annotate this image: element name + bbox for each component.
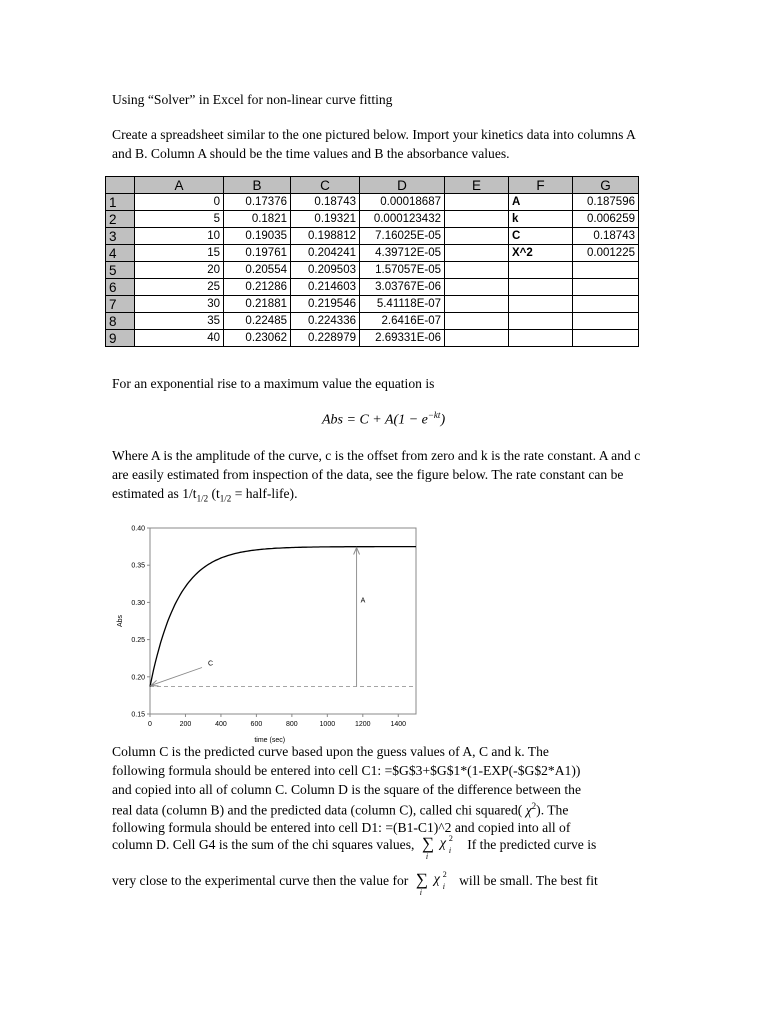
- cell-f: [509, 330, 573, 347]
- row-header: 4: [106, 245, 135, 262]
- kinetics-chart: [112, 518, 424, 748]
- sum-index-2: i: [419, 888, 422, 897]
- cell-e: [445, 245, 509, 262]
- row-header: 7: [106, 296, 135, 313]
- row-header: 1: [106, 194, 135, 211]
- cell-f: A: [509, 194, 573, 211]
- sum-chi-sup-2: 2: [442, 870, 447, 879]
- body-line-4: [112, 801, 568, 819]
- sheet-row: [106, 279, 639, 296]
- heading: Using “Solver” in Excel for non-linear curve fitting: [112, 92, 393, 107]
- y-tick-label: 0.30: [131, 599, 145, 607]
- cell-f: [509, 296, 573, 313]
- chi-symbol: χ: [525, 802, 532, 818]
- sheet-row: [106, 194, 639, 211]
- cell-c: 0.198812: [291, 228, 360, 245]
- offset-arrow: [151, 668, 202, 686]
- y-tick-label: 0.15: [131, 711, 145, 719]
- cell-b: 0.20554: [224, 262, 291, 279]
- amplitude-label: A: [360, 597, 366, 605]
- sheet-row: [106, 245, 639, 262]
- chi-sum-expression-2: [412, 870, 456, 897]
- cell-c: 0.228979: [291, 330, 360, 347]
- col-header-a: A: [135, 177, 224, 194]
- sum-chi-1: χ: [439, 836, 446, 851]
- equation-exponent: −kt: [427, 410, 441, 420]
- cell-g: [573, 330, 639, 347]
- sum-chi-sup-1: 2: [448, 834, 453, 843]
- col-header-g: G: [573, 177, 639, 194]
- x-tick-label: 800: [286, 721, 298, 728]
- cell-g: 0.18743: [573, 228, 639, 245]
- cell-g: [573, 296, 639, 313]
- cell-b: 0.19035: [224, 228, 291, 245]
- body-line-6: [112, 834, 597, 861]
- body-line-7: [112, 870, 598, 897]
- cell-a: 5: [135, 211, 224, 228]
- body-line-4-end: ). The: [536, 802, 569, 818]
- y-tick-label: 0.35: [131, 562, 145, 570]
- cell-g: [573, 313, 639, 330]
- cell-g: 0.001225: [573, 245, 639, 262]
- cell-b: 0.21286: [224, 279, 291, 296]
- y-tick-label: 0.20: [131, 674, 145, 682]
- cell-c: 0.19321: [291, 211, 360, 228]
- body-line-5: following formula should be entered into cell D1: =(B1-C1)^2 and copied into all of: [112, 820, 571, 835]
- cell-b: 0.1821: [224, 211, 291, 228]
- sum-index-1: i: [425, 852, 429, 861]
- sum-chi-sub-2: i: [442, 882, 445, 891]
- col-header-b: B: [224, 177, 291, 194]
- row-header: 3: [106, 228, 135, 245]
- cell-e: [445, 279, 509, 296]
- x-tick-label: 400: [215, 721, 227, 728]
- cell-d: 0.000123432: [360, 211, 445, 228]
- cell-g: 0.006259: [573, 211, 639, 228]
- cell-a: 15: [135, 245, 224, 262]
- description-paragraph: [112, 446, 657, 509]
- x-tick-label: 0: [148, 721, 152, 728]
- sum-chi-2: χ: [433, 872, 440, 887]
- row-header: 9: [106, 330, 135, 347]
- cell-c: 0.224336: [291, 313, 360, 330]
- cell-d: 2.69331E-06: [360, 330, 445, 347]
- cell-b: 0.21881: [224, 296, 291, 313]
- x-tick-label: 1200: [355, 721, 371, 728]
- cell-e: [445, 194, 509, 211]
- desc-sub-1: 1/2: [196, 493, 209, 504]
- desc-text-3: = half-life).: [231, 486, 298, 501]
- x-tick-label: 200: [179, 721, 192, 728]
- equation-lhs: Abs = C + A(1 − e: [322, 412, 428, 428]
- body-line-6-end: If the predicted curve is: [463, 837, 597, 853]
- body-line-7-end: will be small. The best fit: [455, 873, 598, 889]
- sheet-row: [106, 211, 639, 228]
- cell-f: X^2: [509, 245, 573, 262]
- cell-d: 3.03767E-06: [360, 279, 445, 296]
- sheet-row: [106, 228, 639, 245]
- sum-symbol-1: ∑: [421, 834, 434, 853]
- cell-c: 0.209503: [291, 262, 360, 279]
- cell-f: k: [509, 211, 573, 228]
- cell-b: 0.19761: [224, 245, 291, 262]
- equation-rhs: ): [440, 412, 446, 428]
- cell-d: 7.16025E-05: [360, 228, 445, 245]
- intro-paragraph: Create a spreadsheet similar to the one pictured below. Import your kinetics data into columns A and B. Column A should be the time values and B the absorbance values.: [112, 127, 636, 161]
- desc-text-1: Where A is the amplitude of the curve, c is the offset from zero and k is the rate constant. A and c are easily estimated from inspection of the data, see the figure below. The rate constant can be estimated as 1/t: [112, 448, 641, 501]
- cell-e: [445, 262, 509, 279]
- cell-c: 0.219546: [291, 296, 360, 313]
- col-header-f: F: [509, 177, 573, 194]
- x-tick-label: 1400: [390, 721, 407, 728]
- cell-a: 25: [135, 279, 224, 296]
- cell-g: [573, 279, 639, 296]
- cell-f: [509, 313, 573, 330]
- cell-a: 30: [135, 296, 224, 313]
- spreadsheet: [105, 176, 639, 347]
- equation: [322, 410, 445, 429]
- cell-b: 0.22485: [224, 313, 291, 330]
- chi-superscript: 2: [531, 801, 537, 811]
- cell-b: 0.23062: [224, 330, 291, 347]
- cell-a: 35: [135, 313, 224, 330]
- cell-e: [445, 313, 509, 330]
- cell-c: 0.204241: [291, 245, 360, 262]
- body-line-2: following formula should be entered into cell C1: =$G$3+$G$1*(1-EXP(-$G$2*A1)): [112, 763, 581, 778]
- cell-a: 10: [135, 228, 224, 245]
- row-header: 5: [106, 262, 135, 279]
- col-header-e: E: [445, 177, 509, 194]
- cell-d: 1.57057E-05: [360, 262, 445, 279]
- body-line-7-text: very close to the experimental curve then the value for: [112, 873, 409, 889]
- sheet-row: [106, 313, 639, 330]
- cell-c: 0.18743: [291, 194, 360, 211]
- cell-c: 0.214603: [291, 279, 360, 296]
- x-tick-label: 600: [250, 721, 263, 728]
- equation-intro: For an exponential rise to a maximum value the equation is: [112, 376, 435, 391]
- body-line-6-text: column D. Cell G4 is the sum of the chi squares values,: [112, 837, 415, 853]
- cell-e: [445, 211, 509, 228]
- sheet-row: [106, 296, 639, 313]
- sheet-row: [106, 330, 639, 347]
- sum-chi-sub-1: i: [448, 846, 452, 855]
- cell-e: [445, 228, 509, 245]
- cell-d: 0.00018687: [360, 194, 445, 211]
- row-header: 8: [106, 313, 135, 330]
- cell-f: [509, 262, 573, 279]
- cell-g: 0.187596: [573, 194, 639, 211]
- cell-a: 0: [135, 194, 224, 211]
- sheet-row: [106, 262, 639, 279]
- y-axis-label: Abs: [117, 614, 124, 628]
- cell-d: 2.6416E-07: [360, 313, 445, 330]
- desc-sub-2: 1/2: [219, 493, 232, 504]
- x-axis-label: time (sec): [254, 737, 286, 744]
- corner-cell: [106, 177, 135, 194]
- body-line-1: Column C is the predicted curve based upon the guess values of A, C and k. The: [112, 744, 549, 759]
- cell-e: [445, 296, 509, 313]
- column-header-row: [106, 177, 639, 194]
- cell-e: [445, 330, 509, 347]
- body-line-3: and copied into all of column C. Column D is the square of the difference between the: [112, 782, 581, 797]
- col-header-d: D: [360, 177, 445, 194]
- cell-d: 5.41118E-07: [360, 296, 445, 313]
- cell-a: 20: [135, 262, 224, 279]
- x-tick-label: 1000: [319, 721, 336, 728]
- fitted-curve: [150, 547, 416, 687]
- cell-f: [509, 279, 573, 296]
- offset-label: C: [208, 660, 214, 668]
- row-header: 6: [106, 279, 135, 296]
- row-header: 2: [106, 211, 135, 228]
- cell-g: [573, 262, 639, 279]
- y-tick-label: 0.25: [131, 637, 145, 645]
- cell-b: 0.17376: [224, 194, 291, 211]
- desc-text-2: (t: [208, 486, 220, 501]
- cell-f: C: [509, 228, 573, 245]
- cell-d: 4.39712E-05: [360, 245, 445, 262]
- sum-symbol-2: ∑: [415, 870, 428, 889]
- chi-sum-expression-1: [418, 834, 464, 861]
- y-tick-label: 0.40: [131, 525, 145, 533]
- col-header-c: C: [291, 177, 360, 194]
- body-line-4-text: real data (column B) and the predicted data (column C), called chi squared(: [112, 802, 526, 818]
- cell-a: 40: [135, 330, 224, 347]
